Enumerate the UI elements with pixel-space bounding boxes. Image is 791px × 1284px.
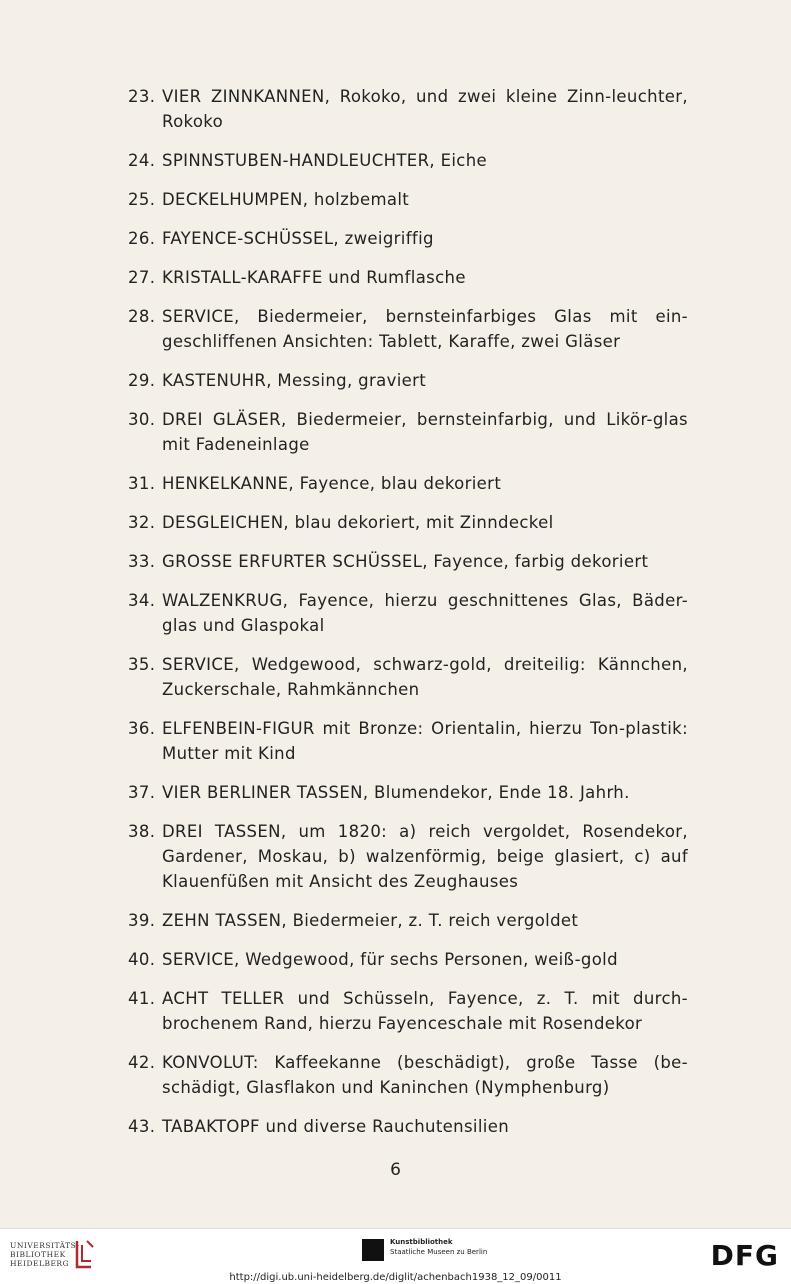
entry-number: 40. — [128, 950, 156, 969]
entry-number: 42. — [128, 1053, 156, 1072]
catalog-entry — [128, 652, 688, 702]
catalog-entry — [128, 549, 688, 574]
entry-text: VIER BERLINER TASSEN, Blumendekor, Ende 18. Jahrh. — [162, 783, 630, 802]
entry-number: 26. — [128, 229, 156, 248]
catalog-entry — [128, 368, 688, 393]
catalog-entry — [128, 407, 688, 457]
entry-text: ACHT TELLER und Schüsseln, Fayence, z. T. mit durch-brochenem Rand, hierzu Fayenceschale mit Rosendekor — [162, 989, 688, 1033]
kb-subtitle: Staatliche Museen zu Berlin — [390, 1248, 488, 1256]
dfg-logo[interactable]: DFG — [710, 1239, 779, 1272]
entry-text: WALZENKRUG, Fayence, hierzu geschnittenes Glas, Bäder-glas und Glaspokal — [162, 591, 688, 635]
entry-text: DREI TASSEN, um 1820: a) reich vergoldet, Rosendekor, Gardener, Moskau, b) walzenförmig, beige glasiert, c) auf Klauenfüßen mit Ansicht des Zeughauses — [162, 822, 688, 891]
entry-number: 25. — [128, 190, 156, 209]
entry-text: KASTENUHR, Messing, graviert — [162, 371, 427, 390]
catalog-entry — [128, 471, 688, 496]
catalog-entry-list — [128, 84, 688, 1153]
catalog-entry — [128, 986, 688, 1036]
catalog-entry — [128, 947, 688, 972]
uni-logo-line: HEIDELBERG — [10, 1259, 70, 1268]
entry-number: 36. — [128, 719, 156, 738]
catalog-entry — [128, 819, 688, 894]
entry-number: 33. — [128, 552, 156, 571]
entry-text: SERVICE, Wedgewood, für sechs Personen, weiß-gold — [162, 950, 618, 969]
entry-text: DREI GLÄSER, Biedermeier, bernsteinfarbig, und Likör-glas mit Fadeneinlage — [162, 410, 688, 454]
catalog-entry — [128, 908, 688, 933]
entry-number: 30. — [128, 410, 156, 429]
entry-number: 34. — [128, 591, 156, 610]
entry-text: SERVICE, Biedermeier, bernsteinfarbiges Glas mit ein-geschliffenen Ansichten: Tablett, Karaffe, zwei Gläser — [162, 307, 688, 351]
entry-number: 24. — [128, 151, 156, 170]
entry-number: 27. — [128, 268, 156, 287]
source-url[interactable]: http://digi.ub.uni-heidelberg.de/diglit/achenbach1938_12_09/0011 — [229, 1272, 562, 1283]
entry-text: SPINNSTUBEN-HANDLEUCHTER, Eiche — [162, 151, 488, 170]
entry-text: SERVICE, Wedgewood, schwarz-gold, dreiteilig: Kännchen, Zuckerschale, Rahmkännchen — [162, 655, 688, 699]
entry-text: DESGLEICHEN, blau dekoriert, mit Zinndeckel — [162, 513, 554, 532]
entry-text: FAYENCE-SCHÜSSEL, zweigriffig — [162, 229, 434, 248]
entry-text: GROSSE ERFURTER SCHÜSSEL, Fayence, farbig dekoriert — [162, 552, 649, 571]
entry-text: VIER ZINNKANNEN, Rokoko, und zwei kleine Zinn-leuchter, Rokoko — [162, 87, 688, 131]
entry-number: 37. — [128, 783, 156, 802]
heidelberg-library-logo[interactable] — [10, 1241, 80, 1268]
catalog-entry — [128, 265, 688, 290]
entry-number: 35. — [128, 655, 156, 674]
page-number: 6 — [390, 1160, 401, 1180]
catalog-entry — [128, 226, 688, 251]
catalog-entry — [128, 187, 688, 212]
catalog-entry — [128, 510, 688, 535]
entry-text: ELFENBEIN-FIGUR mit Bronze: Orientalin, hierzu Ton-plastik: Mutter mit Kind — [162, 719, 688, 763]
catalog-entry — [128, 1050, 688, 1100]
uni-logo-line: UNIVERSITÄTS- — [10, 1241, 80, 1250]
kb-title: Kunstbibliothek — [390, 1238, 453, 1246]
entry-text: ZEHN TASSEN, Biedermeier, z. T. reich vergoldet — [162, 911, 579, 930]
footer-bar — [0, 1228, 791, 1284]
entry-text: DECKELHUMPEN, holzbemalt — [162, 190, 410, 209]
entry-number: 23. — [128, 87, 156, 106]
entry-text: HENKELKANNE, Fayence, blau dekoriert — [162, 474, 502, 493]
catalog-entry — [128, 716, 688, 766]
catalog-entry — [128, 780, 688, 805]
entry-number: 28. — [128, 307, 156, 326]
kunstbibliothek-square-icon — [362, 1239, 384, 1261]
entry-number: 43. — [128, 1117, 156, 1136]
uni-logo-line: BIBLIOTHEK — [10, 1250, 66, 1259]
entry-number: 41. — [128, 989, 156, 1008]
catalog-entry — [128, 84, 688, 134]
catalog-entry — [128, 1114, 688, 1139]
entry-text: KRISTALL-KARAFFE und Rumflasche — [162, 268, 466, 287]
entry-number: 29. — [128, 371, 156, 390]
catalog-entry — [128, 304, 688, 354]
catalog-entry — [128, 148, 688, 173]
entry-number: 38. — [128, 822, 156, 841]
entry-number: 39. — [128, 911, 156, 930]
heidelberg-mark-icon — [73, 1239, 95, 1269]
entry-number: 32. — [128, 513, 156, 532]
catalog-entry — [128, 588, 688, 638]
entry-number: 31. — [128, 474, 156, 493]
entry-text: TABAKTOPF und diverse Rauchutensilien — [162, 1117, 510, 1136]
entry-text: KONVOLUT: Kaffeekanne (beschädigt), große Tasse (be-schädigt, Glasflakon und Kaninchen (Nymphenburg) — [162, 1053, 688, 1097]
